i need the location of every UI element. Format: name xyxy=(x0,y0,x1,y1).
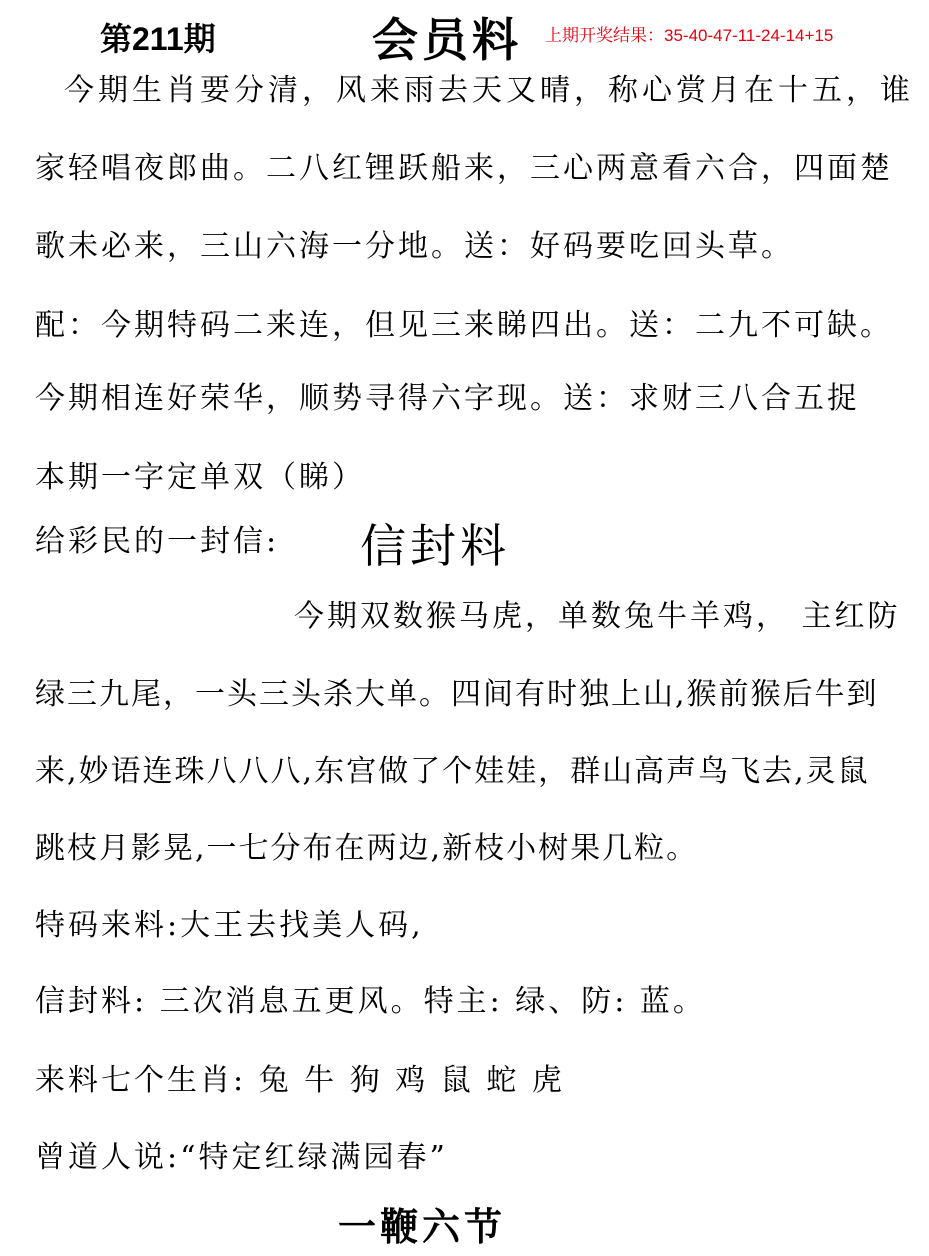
letter-intro: 给彩民的一封信: xyxy=(35,524,280,559)
poem-line-3: 歌未必来，三山六海一分地。送：好码要吃回头草。 xyxy=(35,229,794,264)
poem-line-2: 家轻唱夜郎曲。二八红锂跃船来，三心两意看六合，四面楚 xyxy=(35,151,893,186)
footer-phrase: 一鞭六节 xyxy=(338,1204,507,1249)
poem-line-6: 本期一字定单双（睇） xyxy=(35,460,365,495)
letter-line-2: 绿三九尾，一头三头杀大单。四间有时独上山,猴前猴后牛到 xyxy=(35,677,879,712)
poem-line-1: 今期生肖要分清，风来雨去天又晴，称心赏月在十五，谁 xyxy=(64,73,914,108)
last-result xyxy=(545,21,833,46)
extra-line-2: 信封料: 三次消息五更风。特主: 绿、防: 蓝。 xyxy=(35,984,706,1019)
extra-line-4: 曾道人说:“特定红绿满园春” xyxy=(35,1140,448,1175)
poem-line-5: 今期相连好荣华，顺势寻得六字现。送：求财三八合五捉 xyxy=(35,381,860,416)
extra-line-3: 来料七个生肖: 兔 牛 狗 鸡 鼠 蛇 虎 xyxy=(35,1063,565,1098)
letter-line-1: 今期双数猴马虎，单数兔牛羊鸡， 主红防 xyxy=(294,599,901,634)
last-result-value: 35-40-47-11-24-14+15 xyxy=(664,26,834,45)
last-result-label: 上期开奖结果： xyxy=(545,26,664,45)
issue-number: 第211期 xyxy=(100,21,216,57)
extra-line-1: 特码来料:大王去找美人码, xyxy=(35,908,424,943)
letter-line-3: 来,妙语连珠八八八,东宫做了个娃娃，群山高声鸟飞去,灵鼠 xyxy=(35,754,870,789)
page-title: 会员料 xyxy=(372,13,522,67)
letter-line-4: 跳枝月影晃,一七分布在两边,新枝小树果几粒。 xyxy=(35,831,699,866)
poem-line-4: 配：今期特码二来连，但见三来睇四出。送：二九不可缺。 xyxy=(35,308,893,343)
letter-title: 信封料 xyxy=(360,519,510,573)
